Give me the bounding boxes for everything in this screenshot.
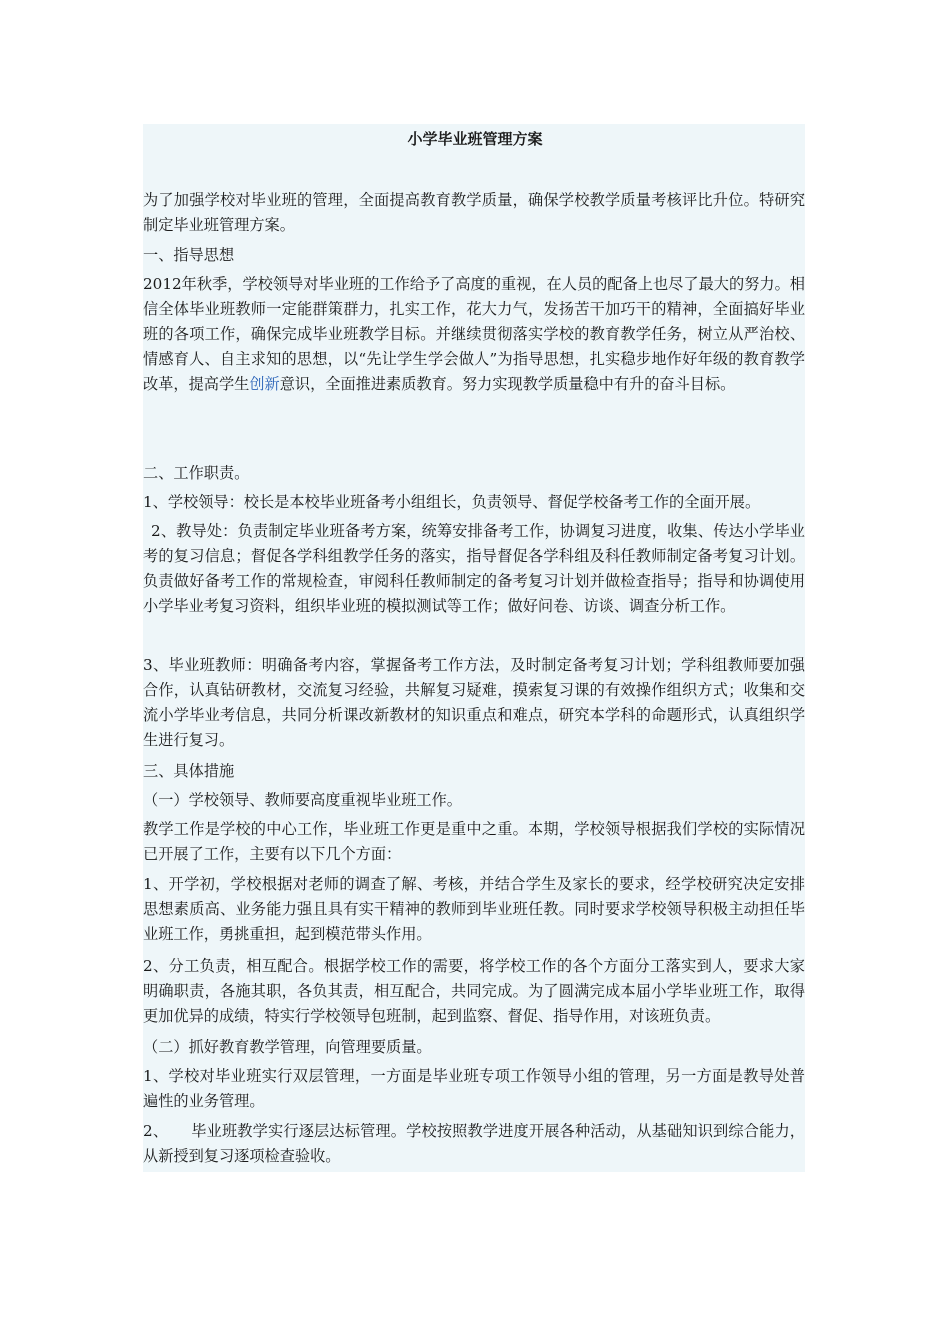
guiding-thought-text: 2012年秋季，学校领导对毕业班的工作给予了高度的重视，在人员的配备上也尽了最大的努力。相信全体毕业班教师一定能群策群力，扎实工作，花大力气，发扬苦干加巧干的精神，全面搞好毕业班的各项工作，确保完成毕业班教学目标。并继续贯彻落实学校的教育教学任务，树立从严治校、情感育人、自主求知的思想，以“先让学生学会做人”为指导思想，扎实稳步地作好年级的教育教学改革，提高学生 bbox=[143, 275, 805, 393]
section-heading-guiding-thought: 一、指导思想 bbox=[143, 246, 235, 264]
duty-school-leaders: 1、学校领导：校长是本校毕业班备考小组组长，负责领导、督促学校备考工作的全面开展。 bbox=[143, 493, 761, 511]
duty-graduating-teachers: 3、毕业班教师：明确备考内容，掌握备考工作方法，及时制定备考复习计划；学科组教师要加强合作，认真钻研教材，交流复习经验，共解复习疑难，摸索复习课的有效操作组织方式；收集和交流小学毕业考信息，共同分析课改新教材的知识重点和难点，研究本学科的命题形式，认真组织学生进行复习。 bbox=[143, 656, 805, 749]
measure-1-item-2: 2、分工负责，相互配合。根据学校工作的需要，将学校工作的各个方面分工落实到人，要求大家明确职责，各施其职，各负其责，相互配合，共同完成。为了圆满完成本届小学毕业班工作，取得更加优异的成绩，特实行学校领导包班制，起到监察、督促、指导作用，对该班负责。 bbox=[143, 957, 805, 1025]
duty-teaching-office: 2、教导处：负责制定毕业班备考方案，统筹安排备考工作，协调复习进度，收集、传达小学毕业考的复习信息；督促各学科组教学任务的落实，指导督促各学科组及科任教师制定备考复习计划。负责做好备考工作的常规检查，审阅科任教师制定的备考复习计划并做检查指导；指导和协调使用小学毕业考复习资料，组织毕业班的模拟测试等工作；做好问卷、访谈、调查分析工作。 bbox=[143, 522, 805, 615]
document-title: 小学毕业班管理方案 bbox=[407, 130, 543, 148]
measure-2-heading: （二）抓好教育教学管理，向管理要质量。 bbox=[143, 1038, 432, 1056]
section-heading-duties: 二、工作职责。 bbox=[143, 464, 250, 482]
guiding-thought-text-end: 意识，全面推进素质教育。努力实现教学质量稳中有升的奋斗目标。 bbox=[279, 375, 736, 393]
measure-2-item-2: 2、 毕业班教学实行逐层达标管理。学校按照教学进度开展各种活动，从基础知识到综合能力，从新授到复习逐项检查验收。 bbox=[143, 1122, 805, 1165]
intro-paragraph: 为了加强学校对毕业班的管理，全面提高教育教学质量，确保学校教学质量考核评比升位。特研究制定毕业班管理方案。 bbox=[143, 191, 805, 234]
measure-1-item-1: 1、开学初，学校根据对老师的调查了解、考核，并结合学生及家长的要求，经学校研究决定安排思想素质高、业务能力强且具有实干精神的教师到毕业班任教。同时要求学校领导积极主动担任毕业班工作，勇挑重担，起到模范带头作用。 bbox=[143, 875, 805, 943]
section-heading-measures: 三、具体措施 bbox=[143, 762, 235, 780]
guiding-thought-paragraph bbox=[143, 272, 805, 397]
innovation-link[interactable]: 创新 bbox=[249, 375, 280, 393]
measure-1-intro: 教学工作是学校的中心工作，毕业班工作更是重中之重。本期，学校领导根据我们学校的实际情况已开展了工作，主要有以下几个方面： bbox=[143, 820, 805, 863]
measure-1-heading: （一）学校领导、教师要高度重视毕业班工作。 bbox=[143, 791, 462, 809]
measure-2-item-1: 1、学校对毕业班实行双层管理，一方面是毕业班专项工作领导小组的管理，另一方面是教导处普遍性的业务管理。 bbox=[143, 1067, 805, 1110]
